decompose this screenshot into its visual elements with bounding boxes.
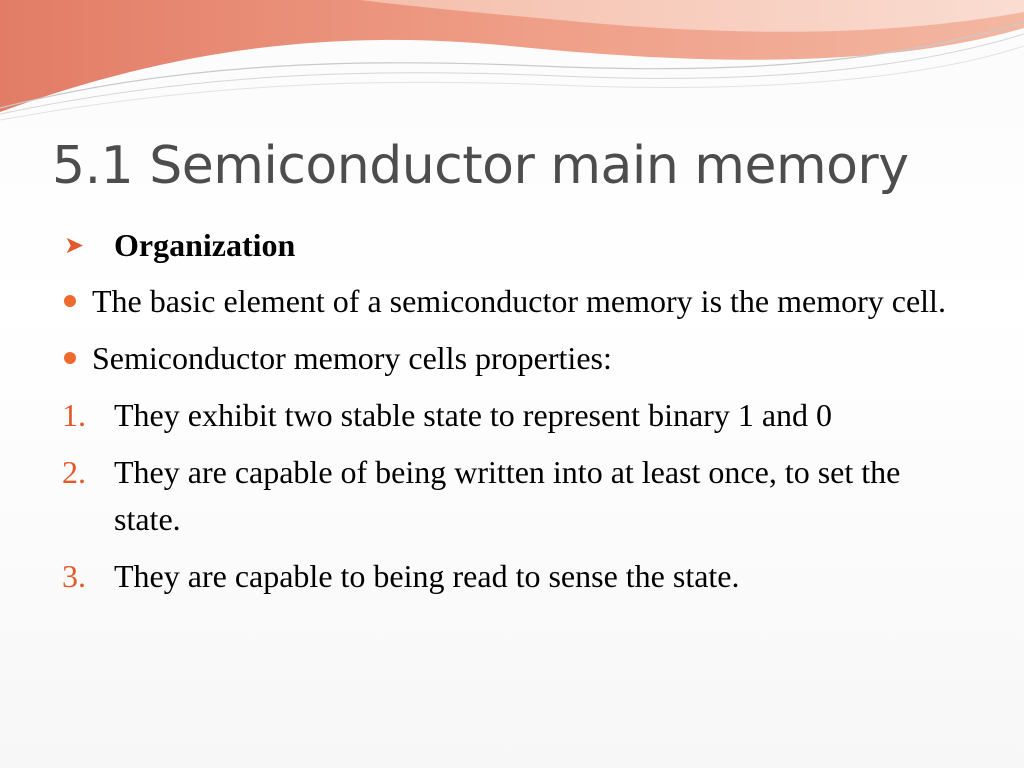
section-heading xyxy=(60,222,960,269)
round-bullet-icon xyxy=(64,352,76,364)
bullet-text: The basic element of a semiconductor memory is the memory cell. xyxy=(92,283,946,319)
bullet-text: Semiconductor memory cells properties: xyxy=(92,340,612,376)
numbered-item-text: They are capable of being written into at least once, to set the state. xyxy=(114,454,901,537)
arrowhead-bullet-icon: ➤ xyxy=(64,231,85,259)
bullet-item xyxy=(60,278,960,325)
decorative-wave-banner xyxy=(0,0,1024,130)
numbered-item-text: They are capable to being read to sense the state. xyxy=(114,558,740,594)
round-bullet-icon xyxy=(64,295,76,307)
item-number: 1. xyxy=(62,397,86,433)
item-number: 2. xyxy=(62,454,86,490)
numbered-item-text: They exhibit two stable state to represent binary 1 and 0 xyxy=(114,397,833,433)
numbered-item xyxy=(60,553,960,600)
numbered-item xyxy=(60,449,960,543)
numbered-item xyxy=(60,392,960,439)
bullet-item xyxy=(60,335,960,382)
item-number: 3. xyxy=(62,558,86,594)
section-heading-text: Organization xyxy=(114,227,296,263)
slide-body xyxy=(60,222,960,610)
slide-title: 5.1 Semiconductor main memory xyxy=(52,136,909,196)
